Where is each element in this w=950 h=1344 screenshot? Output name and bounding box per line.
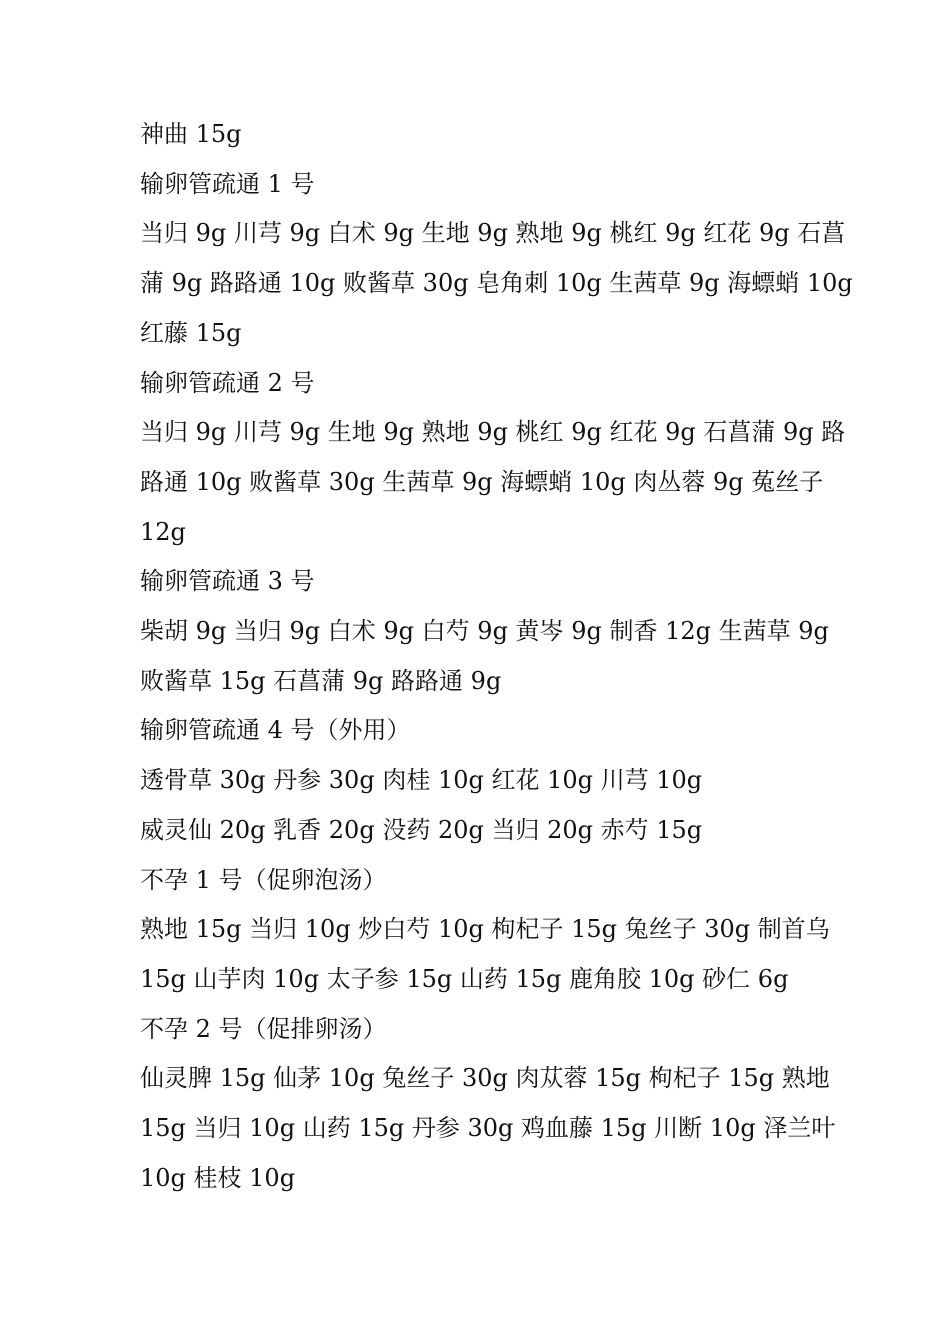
text-line: 熟地 15g 当归 10g 炒白芍 10g 枸杞子 15g 兔丝子 30g 制首乌 [140, 915, 830, 944]
text-line: 路通 10g 败酱草 30g 生茜草 9g 海螵蛸 10g 肉丛蓉 9g 菟丝子 [140, 467, 824, 496]
text-line: 15g 山芋肉 10g 太子参 15g 山药 15g 鹿角胶 10g 砂仁 6g [140, 964, 789, 993]
text-line: 12g [140, 517, 186, 546]
text-line: 仙灵脾 15g 仙茅 10g 兔丝子 30g 肉苁蓉 15g 枸杞子 15g 熟地 [140, 1064, 830, 1093]
section-heading-tubal-patency-4: 输卵管疏通 4 号（外用） [140, 716, 411, 745]
text-line: 败酱草 15g 石菖蒲 9g 路路通 9g [140, 666, 502, 695]
text-line: 透骨草 30g 丹参 30g 肉桂 10g 红花 10g 川芎 10g [140, 766, 703, 795]
text-line: 红藤 15g [140, 318, 242, 347]
text-line: 当归 9g 川芎 9g 白术 9g 生地 9g 熟地 9g 桃红 9g 红花 9g 石菖 [140, 219, 846, 248]
section-heading-infertility-1: 不孕 1 号（促卵泡汤） [140, 865, 387, 894]
text-line: 当归 9g 川芎 9g 生地 9g 熟地 9g 桃红 9g 红花 9g 石菖蒲 9g 路 [140, 418, 846, 447]
text-line: 柴胡 9g 当归 9g 白术 9g 白芍 9g 黄岑 9g 制香 12g 生茜草 9g [140, 617, 829, 646]
section-heading-infertility-2: 不孕 2 号（促排卵汤） [140, 1014, 387, 1043]
section-heading-tubal-patency-2: 输卵管疏通 2 号 [140, 368, 315, 397]
section-heading-tubal-patency-1: 输卵管疏通 1 号 [140, 169, 315, 198]
text-line: 10g 桂枝 10g [140, 1163, 296, 1192]
prescription-text-block [140, 110, 853, 1203]
section-heading-tubal-patency-3: 输卵管疏通 3 号 [140, 567, 315, 596]
text-line: 神曲 15g [140, 120, 242, 148]
text-line: 蒲 9g 路路通 10g 败酱草 30g 皂角刺 10g 生茜草 9g 海螵蛸 10g [140, 269, 853, 298]
text-line: 威灵仙 20g 乳香 20g 没药 20g 当归 20g 赤芍 15g [140, 815, 703, 844]
text-line: 15g 当归 10g 山药 15g 丹参 30g 鸡血藤 15g 川断 10g 泽兰叶 [140, 1114, 836, 1143]
